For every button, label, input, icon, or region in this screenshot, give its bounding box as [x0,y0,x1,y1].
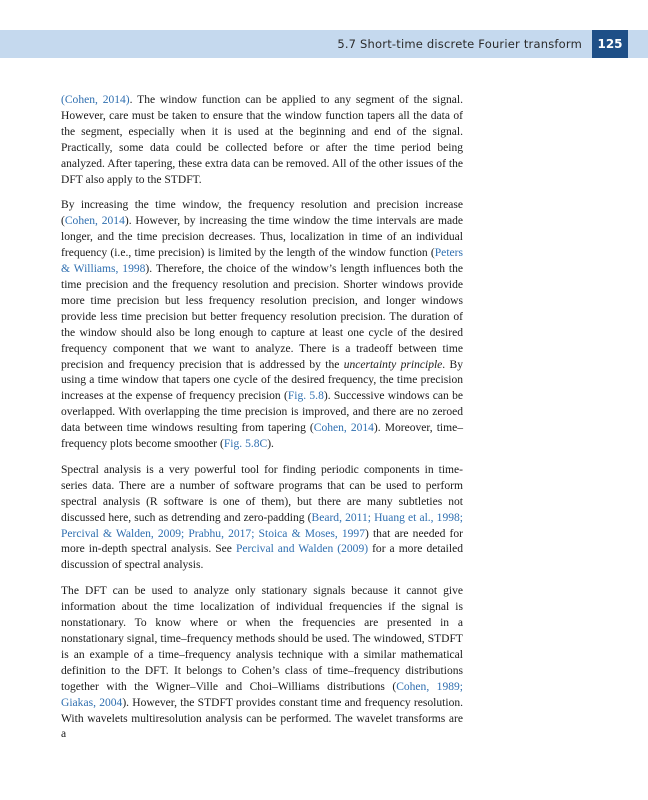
citation-link[interactable]: Beard, 2011; Huang et al., 1998; Percival & Walden, 2009; Prabhu, 2017; Stoica & Moses, 1997 [61,511,463,540]
citation-link[interactable]: (Cohen, 2014) [61,94,130,106]
running-title: 5.7 Short-time discrete Fourier transform [337,37,582,51]
paragraph-2 [61,198,463,453]
text-run: ). However, by increasing the time window the time intervals are made longer, and the time precision decreases. Thus, localization in time of an individual frequency (i.e., time precision) is limited by the length of the window function ( [61,215,463,260]
citation-link[interactable]: Cohen, 1989; Giakas, 2004 [61,680,463,709]
paragraph-3 [61,463,463,574]
text-run: ). Moreover, time–frequency plots become smoother ( [61,422,463,451]
text-run: . By using a time window that tapers one cycle of the desired frequency, the time precision increases at the expense of frequency precision ( [61,358,463,403]
body-text [61,93,463,753]
paragraph-4 [61,584,463,743]
text-run: . The window function can be applied to any segment of the signal. However, care must be taken to ensure that the window function tapers all the data of the segment, especially when it is used at the beginning and end of the signal. Practically, some data could be collected before or after the time period being analyzed. After tapering, these extra data can be removed. All of the other issues of the DFT also apply to the STDFT. [61,94,463,186]
text-run: By increasing the time window, the frequency resolution and precision increase ( [61,199,463,228]
citation-link[interactable]: Percival and Walden (2009) [235,543,369,556]
page-number: 125 [592,30,628,58]
text-run: ). Successive windows can be overlapped. With overlapping the time precision is improved, and there are no zeroed data between time windows resulting from tapering ( [61,390,463,435]
citation-link[interactable]: Peters & Williams, 1998 [61,247,463,276]
text-run: ). However, the STDFT provides constant time and frequency resolution. With wavelets multiresolution analysis can be performed. The wavelet transforms are a [61,696,463,741]
paragraph-1 [61,93,463,188]
text-run: ). Therefore, the choice of the window’s length influences both the time precision and the frequency resolution and precision. Shorter windows provide more time precision but less frequency resolution precision, and longer windows provide less time precision but better frequency resolution precision. The duration of the window should also be long enough to capture at least one cycle of the desired frequency component that we want to analyze. There is a tradeoff between time precision and frequency precision that is addressed by the [61,263,463,371]
citation-link[interactable]: Cohen, 2014 [313,422,374,435]
citation-link[interactable]: Cohen, 2014 [64,215,125,228]
text-run: Spectral analysis is a very powerful tool for finding periodic components in time-series data. There are a number of software programs that can be used to perform spectral analysis (R software is one of them), but there are many subtleties not discussed here, such as detrending and zero-padding ( [61,463,463,524]
text-run: The DFT can be used to analyze only stationary signals because it cannot give information about the time localization of individual frequencies if the signal is nonstationary. To know where or when the frequencies are presented in a nonstationary signal, time–frequency methods should be used. The windowed, STDFT is an example of a time–frequency analysis technique with a similar mathematical definition to the DFT. It belongs to Cohen’s class of time–frequency distributions together with the Wigner–Ville and Choi–Williams distributions ( [61,585,463,693]
text-run: for a more detailed discussion of spectral analysis. [61,543,463,572]
text-run: ) that are needed for more in-depth spectral analysis. See [61,527,463,556]
emphasis-term: uncertainty principle [343,358,443,371]
figure-link[interactable]: Fig. 5.8C [223,438,268,451]
text-run: ). [267,438,274,451]
figure-link[interactable]: Fig. 5.8 [287,390,324,403]
